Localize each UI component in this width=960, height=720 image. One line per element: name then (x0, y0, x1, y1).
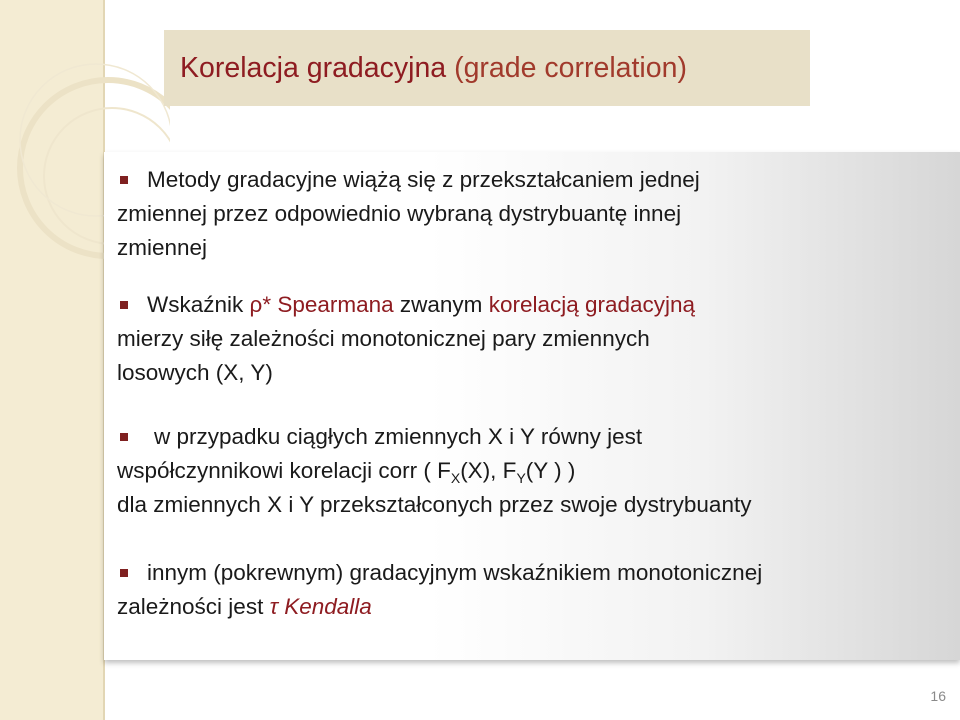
bullet-marker (120, 176, 128, 184)
bullet-marker (120, 433, 128, 441)
bullet-item-4 (117, 556, 762, 624)
bullet-line (117, 590, 762, 624)
bullet-marker (120, 569, 128, 577)
slide-title-main: Korelacja gradacyjna (180, 51, 447, 84)
bullet-text: w przypadku ciągłych zmiennych X i Y równy jest (154, 424, 643, 449)
bullet-line (117, 163, 700, 197)
bullet-text: zwanym (393, 292, 489, 317)
bullet-line (117, 420, 751, 454)
bullet-item-2 (117, 288, 695, 390)
subscript-y: Y (516, 470, 526, 486)
formula-text: (X), F (460, 458, 517, 483)
bullet-line: losowych (X, Y) (117, 360, 273, 385)
slide-title (180, 52, 687, 85)
bullet-item-3 (117, 420, 751, 522)
bullet-line: zmiennej (117, 235, 208, 260)
bullet-text: zależności jest (117, 594, 270, 619)
page-number: 16 (930, 688, 946, 704)
bullet-text: Metody gradacyjne wiążą się z przekształcaniem jednej (147, 167, 700, 192)
title-box (164, 30, 810, 106)
formula-text: współczynnikowi korelacji corr ( F (117, 458, 451, 483)
grade-correlation-term: korelacją gradacyjną (488, 292, 696, 317)
kendall-tau-term: τ Kendalla (269, 594, 372, 619)
bullet-line: dla zmiennych X i Y przekształconych przez swoje dystrybuanty (117, 492, 752, 517)
bullet-text: innym (pokrewnym) gradacyjnym wskaźnikiem monotonicznej (147, 560, 763, 585)
bullet-line: zmiennej przez odpowiednio wybraną dystrybuantę innej (117, 201, 682, 226)
formula-text: (Y ) ) (525, 458, 576, 483)
bullet-line (117, 556, 762, 590)
bullet-text: Wskaźnik (147, 292, 250, 317)
bullet-line (117, 288, 695, 322)
formula-line (117, 454, 751, 488)
subscript-x: X (450, 470, 461, 486)
bullet-line: mierzy siłę zależności monotonicznej pary zmiennych (117, 326, 650, 351)
slide-title-paren: (grade correlation) (454, 51, 687, 84)
spearman-rho-term: ρ* Spearmana (249, 292, 394, 317)
bullet-marker (120, 301, 128, 309)
bullet-item-1 (117, 163, 700, 265)
